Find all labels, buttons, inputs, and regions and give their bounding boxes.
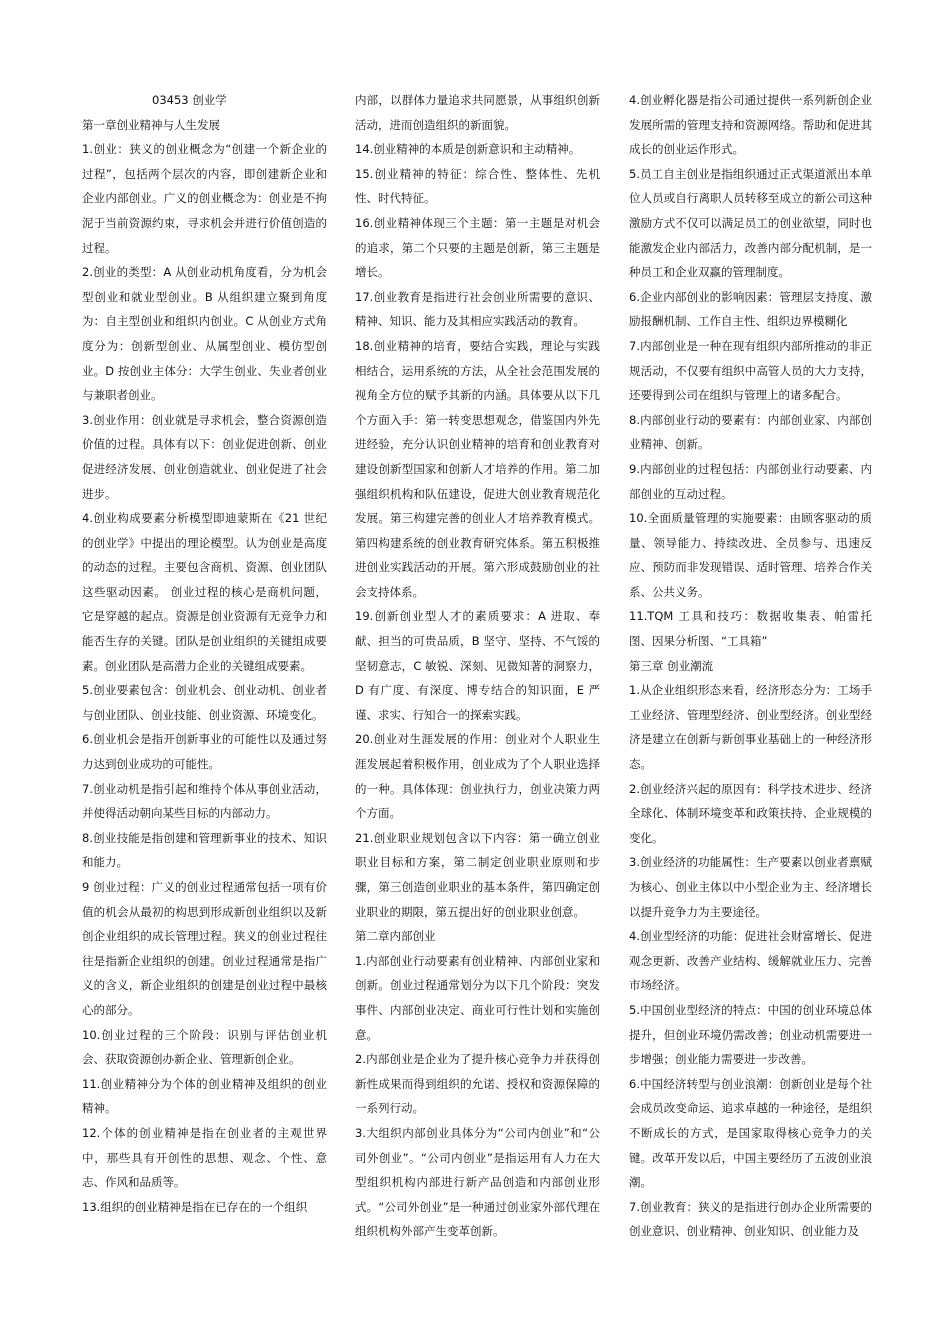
paragraph: 4.创业型经济的功能：促进社会财富增长、促进观念更新、改善产业结构、缓解就业压力、完善市场经济。 — [629, 929, 872, 993]
paragraph: 16.创业精神体现三个主题：第一主题是对机会的追求，第二个只要的主题是创新，第三主题是增长。 — [355, 215, 600, 280]
paragraph: 6.创业机会是指开创新事业的可能性以及通过努力达到创业成功的可能性。 — [82, 732, 327, 772]
paragraph: 20.创业对生涯发展的作用：创业对个人职业生涯发展起着积极作用，创业成为了个人职业选择的一种。具体体现：创业执行力，创业决策力两个方面。 — [355, 732, 600, 821]
paragraph: 2.内部创业是企业为了提升核心竞争力并获得创新性成果而得到组织的允诺、授权和资源保障的一系列行动。 — [355, 1052, 600, 1116]
paragraph: 6.中国经济转型与创业浪潮：创新创业是每个社会成员改变命运、追求卓越的一种途径，是组织不断成长的方式，是国家取得核心竞争力的关键。改革开发以后，中国主要经历了五波创业浪潮。 — [629, 1076, 872, 1190]
paragraph: 10.全面质量管理的实施要素：由顾客驱动的质量、领导能力、持续改进、全员参与、迅速反应、预防而非发现错误、适时管理、培养合作关系、公共义务。 — [629, 511, 872, 599]
paragraph: 1.内部创业行动要素有创业精神、内部创业家和创新。创业过程通常划分为以下几个阶段：突发事件、内部创业决定、商业可行性计划和实施创意。 — [355, 953, 600, 1042]
paragraph: 2.创业的类型：A 从创业动机角度看，分为机会型创业和就业型创业。B 从组织建立聚到角度为：自主型创业和组织内创业。C 从创业方式角度分为：创新型创业、从属型创业、模仿型创业。D 按创业主体分：大学生创业、失业者创业与兼职者创业。 — [82, 265, 327, 403]
paragraph: 1.从企业组织形态来看，经济形态分为：工场手工业经济、管理型经济、创业型经济。创业型经济是建立在创新与新创事业基础上的一种经济形态。 — [629, 683, 872, 772]
paragraph: 8.内部创业行动的要素有：内部创业家、内部创业精神、创新。 — [629, 412, 872, 452]
paragraph: 8.创业技能是指创建和管理新事业的技术、知识和能力。 — [82, 830, 327, 870]
paragraph: 11.创业精神分为个体的创业精神及组织的创业精神。 — [82, 1076, 327, 1116]
paragraph: 3.创业经济的功能属性：生产要素以创业者禀赋为核心、创业主体以中小型企业为主、经济增长以提升竞争力为主要途径。 — [629, 855, 872, 919]
chapter-heading: 第一章创业精神与人生发展 — [82, 117, 220, 132]
paragraph: 7.创业教育：狭义的是指进行创办企业所需要的创业意识、创业精神、创业知识、创业能力及 — [629, 1199, 872, 1239]
paragraph: 2.创业经济兴起的原因有：科学技术进步、经济全球化、体制环境变革和政策扶持、企业规模的变化。 — [629, 781, 872, 845]
text-column-left — [82, 88, 327, 1219]
paragraph: 21.创业职业规划包含以下内容：第一确立创业职业目标和方案，第二制定创业职业原则和步骤，第三创造创业职业的基本条件，第四确定创业职业的期限，第五提出好的创业职业创意。 — [355, 830, 600, 919]
paragraph: 3.创业作用：创业就是寻求机会，整合资源创造价值的过程。具体有以下：创业促进创新、创业促进经济发展、创业创造就业、创业促进了社会进步。 — [82, 412, 327, 501]
paragraph: 4.创业孵化器是指公司通过提供一系列新创企业发展所需的管理支持和资源网络。帮助和促进其成长的创业运作形式。 — [629, 93, 872, 157]
paragraph: 17.创业教育是指进行社会创业所需要的意识、精神、知识、能力及其相应实践活动的教育。 — [355, 289, 600, 329]
paragraph: 3.大组织内部创业具体分为“公司内创业”和“公司外创业”。“公司内创业”是指运用有人力在大型组织机构内部进行新产品创造和内部创业形式。“公司外创业”是一种通过创业家外部代理在组织机构外部产生变革创新。 — [355, 1125, 600, 1239]
paragraph: 7.创业动机是指引起和维持个体从事创业活动，并使得活动朝向某些目标的内部动力。 — [82, 781, 327, 821]
paragraph: 11.TQM 工具和技巧：数据收集表、帕雷托图、因果分析图、“工具箱” — [629, 609, 872, 649]
course-title: 03453 创业学 — [152, 93, 227, 107]
paragraph: 19.创新创业型人才的素质要求：A 进取、奉献、担当的可贵品质，B 坚守、坚持、不气馁的坚韧意志，C 敏锐、深刻、见微知著的洞察力，D 有广度、有深度、博专结合的知识面，E 严谨、求实、行知合一的探索实践。 — [355, 609, 600, 722]
paragraph: 10.创业过程的三个阶段：识别与评估创业机会、获取资源创办新企业、管理新创企业。 — [82, 1027, 327, 1067]
paragraph: 18.创业精神的培育，要结合实践，理论与实践相结合，运用系统的方法，从全社会范围发展的视角全方位的赋予其新的内涵。具体要从以下几个方面入手：第一转变思想观念，借鉴国内外先进经验，充分认识创业精神的培育和创业教育对建设创新型国家和创新人才培养的作用。第二加强组织机构和队伍建设，促进大创业教育规范化发展。第三构建完善的创业人才培养教育模式。第四构建系统的创业教育研究体系。第五积极推进创业实践活动的开展。第六形成鼓励创业的社会支持体系。 — [355, 338, 600, 599]
paragraph: 12.个体的创业精神是指在创业者的主观世界中，那些具有开创性的思想、观念、个性、意志、作风和品质等。 — [82, 1125, 327, 1190]
paragraph: 1.创业：狭义的创业概念为“创建一个新企业的过程”，包括两个层次的内容，即创建新企业和企业内部创业。广义的创业概念为：创业是不拘泥于当前资源约束，寻求机会并进行价值创造的过程。 — [82, 142, 327, 255]
chapter-heading: 第二章内部创业 — [355, 929, 436, 944]
paragraph: 6.企业内部创业的影响因素：管理层支持度、激励报酬机制、工作自主性、组织边界模糊化 — [629, 289, 872, 329]
paragraph: 内部，以群体力量追求共同愿景，从事组织创新活动，进而创造组织的新面貌。 — [355, 93, 600, 132]
paragraph: 14.创业精神的本质是创新意识和主动精神。 — [355, 142, 581, 157]
text-column-middle — [355, 88, 600, 1244]
paragraph: 5.员工自主创业是指组织通过正式渠道派出本单位人员或自行离职人员转移至成立的新公司这种激励方式不仅可以满足员工的创业欲望，同时也能激发企业内部活力，改善内部分配机制，是一种员工和企业双赢的管理制度。 — [629, 166, 872, 280]
chapter-heading: 第三章 创业潮流 — [629, 658, 714, 673]
paragraph: 13.组织的创业精神是指在已存在的一个组织 — [82, 1199, 308, 1214]
paragraph: 7.内部创业是一种在现有组织内部所推动的非正规活动，不仅要有组织中高管人员的大力支持，还要得到公司在组织与管理上的诸多配合。 — [629, 338, 872, 403]
paragraph: 5.中国创业型经济的特点：中国的创业环境总体提升，但创业环境仍需改善；创业动机需要进一步增强；创业能力需要进一步改善。 — [629, 1002, 872, 1067]
paragraph: 5.创业要素包含：创业机会、创业动机、创业者与创业团队、创业技能、创业资源、环境变化。 — [82, 683, 327, 722]
paragraph: 4.创业构成要素分析模型即迪蒙斯在《21 世纪的创业学》中提出的理论模型。认为创业是高度的动态的过程。主要包含商机、资源、创业团队这些驱动因素。 创业过程的核心是商机问题，它是穿越的起点。资源是创业资源有无竞争力和能否生存的关键。团队是创业组织的关键组成要素。创业团队是高潜力企业的关键组成要素。 — [82, 511, 327, 673]
paragraph: 15.创业精神的特征：综合性、整体性、先机性、时代特征。 — [355, 166, 600, 206]
paragraph: 9 创业过程：广义的创业过程通常包括一项有价值的机会从最初的构思到形成新创业组织以及新创企业组织的成长管理过程。狭义的创业过程往往是指新企业组织的创建。创业过程通常是指广义的含义，新企业组织的创建是创业过程中最核心的部分。 — [82, 880, 327, 1017]
paragraph: 9.内部创业的过程包括：内部创业行动要素、内部创业的互动过程。 — [629, 461, 872, 501]
text-column-right — [629, 88, 872, 1244]
